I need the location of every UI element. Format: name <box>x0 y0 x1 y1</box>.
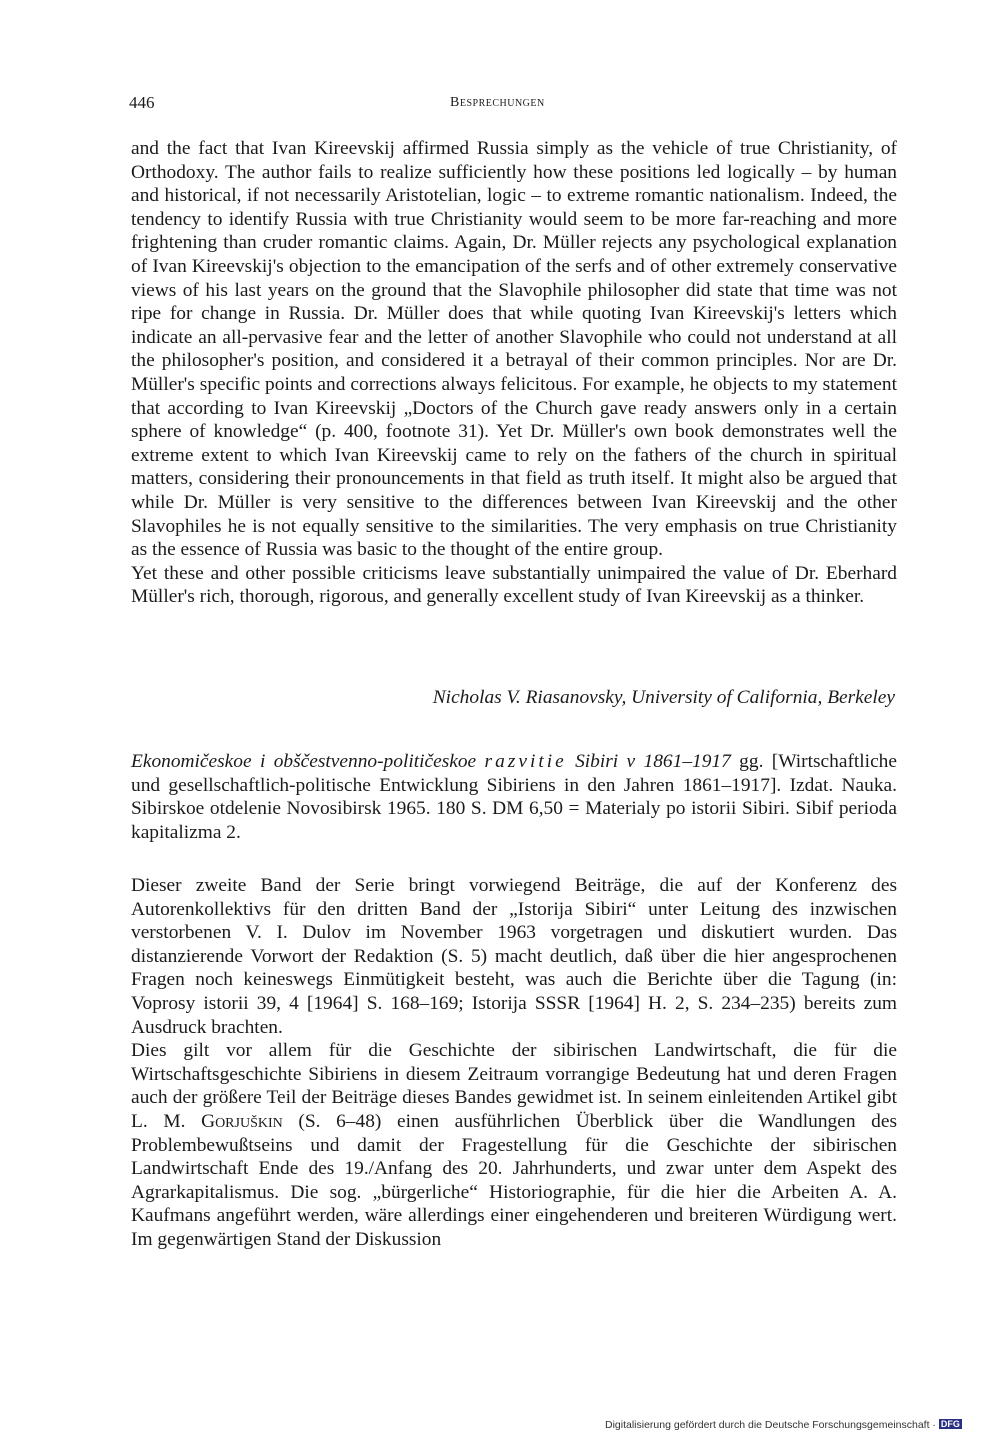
review1-signature: Nicholas V. Riasanovsky, University of California, Berkeley <box>432 687 895 708</box>
running-head: Besprechungen <box>450 95 545 110</box>
author-name: Gorjuškin <box>201 1110 283 1132</box>
book-details: gg. [Wirtschaftliche und gesellschaftlich-politische Entwicklung Sibiriens in den Jahren 1861–1917]. Izdat. Nauka. Sibirskoe otdelenie Novosibirsk 1965. 180 S. DM 6,50 = Materialy po istorii Sibiri. Sibif perioda kapitalizma 2. <box>131 751 897 843</box>
dfg-logo: DFG <box>940 1419 960 1429</box>
review1-paragraph-2: Yet these and other possible criticisms leave substantially unimpaired the value of Dr. Eberhard Müller's rich, thorough, rigorous, and generally excellent study of Ivan Kireevskij as a thinker. <box>131 562 897 608</box>
book-title-part2: Sibiri v 1861–1917 <box>575 751 731 772</box>
review-sibiri <box>131 874 897 1252</box>
review2-paragraph-2 <box>131 1039 897 1251</box>
book-title-part1: Ekonomičeskoe i obščestvenno-političeskoe <box>131 751 477 772</box>
review2-paragraph-2-start: Dies gilt vor allem für die Geschichte der sibirischen Landwirtschaft, die für die Wirtschaftsgeschichte Sibiriens in diesem Zeitraum vorrangige Bedeutung hat und deren Fragen auch der größere Teil der Beiträge dieses Bandes gewidmet ist. In seinem einleitenden Artikel gibt L. M. <box>131 1040 897 1132</box>
review2-paragraph-2-end: (S. 6–48) einen ausführlichen Überblick über die Wandlungen des Problembewußtseins und damit der Fragestellung für die Geschichte der sibirischen Landwirtschaft Ende des 19./Anfang des 20. Jahrhunderts, und zwar unter dem Aspekt des Agrarkapitalismus. Die sog. „bürgerliche“ Historiographie, für die hier die Arbeiten A. A. Kaufmans angeführt werden, wäre allerdings einer eingehenderen und breiteren Würdigung wert. Im gegenwärtigen Stand der Diskussion <box>131 1110 897 1250</box>
review-riasanovsky <box>131 137 897 609</box>
book-title-spaced: razvitie <box>484 751 567 772</box>
book-citation <box>131 750 897 844</box>
footer-note-text: Digitalisierung gefördert durch die Deutsche Forschungsgemeinschaft · <box>605 1419 936 1431</box>
digitization-footer <box>605 1419 962 1431</box>
page-number: 446 <box>129 93 155 112</box>
review1-paragraph-1: and the fact that Ivan Kireevskij affirmed Russia simply as the vehicle of true Christianity, of Orthodoxy. The author fails to realize sufficiently how these positions led logically – by human and historical, if not necessarily Aristotelian, logic – to extreme romantic nationalism. Indeed, the tendency to identify Russia with true Christianity would seem to be more far-reaching and more frightening than cruder romantic claims. Again, Dr. Müller rejects any psychological explanation of Ivan Kireevskij's objection to the emancipation of the serfs and of other extremely conservative views of his last years on the ground that the Slavophile philosopher did state that time was not ripe for change in Russia. Dr. Müller does that while quoting Ivan Kireevskij's letters which indicate an all-pervasive fear and the letter of another Slavophile who could not understand at all the philosopher's position, and considered it a betrayal of their common principles. Nor are Dr. Müller's specific points and corrections always felicitous. For example, he objects to my statement that according to Ivan Kireevskij „Doctors of the Church gave ready answers only in a certain sphere of knowledge“ (p. 400, footnote 31). Yet Dr. Müller's own book demonstrates well the extreme extent to which Ivan Kireevskij came to rely on the fathers of the church in spiritual matters, considering their pronouncements in that field as truth itself. It might also be argued that while Dr. Müller is very sensitive to the differences between Ivan Kireevskij and the other Slavophiles he is not equally sensitive to the similarities. The very emphasis on true Christianity as the essence of Russia was basic to the thought of the entire group. <box>131 138 897 561</box>
review2-paragraph-1: Dieser zweite Band der Serie bringt vorwiegend Beiträge, die auf der Konferenz des Autorenkollektivs für den dritten Band der „Istorija Sibiri“ unter Leitung des inzwischen verstorbenen V. I. Dulov im November 1963 vorgetragen und diskutiert wurden. Das distanzierende Vorwort der Redaktion (S. 5) macht deutlich, daß über die hier angesprochenen Fragen noch keineswegs Einmütigkeit besteht, was auch die Berichte über die Tagung (in: Voprosy istorii 39, 4 [1964] S. 168–169; Istorija SSSR [1964] H. 2, S. 234–235) bereits zum Ausdruck brachten. <box>131 875 897 1038</box>
book-entry <box>131 750 897 844</box>
